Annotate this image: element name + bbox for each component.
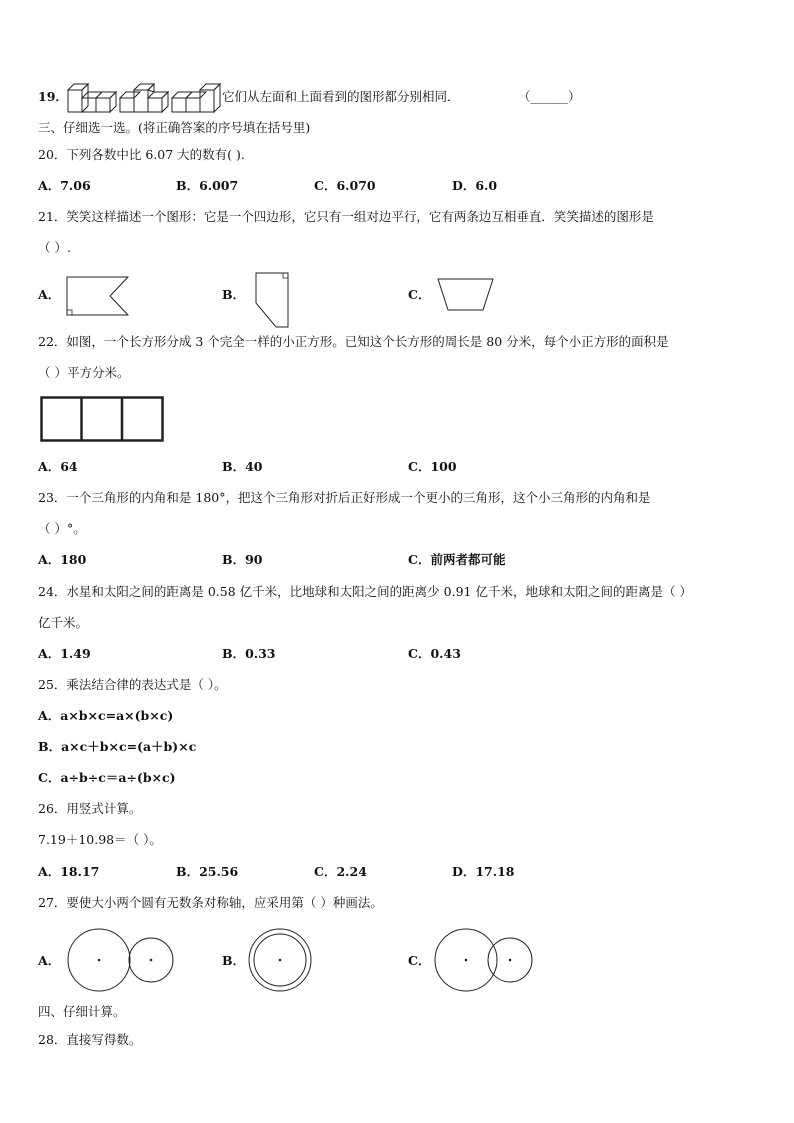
q26-stem-line1: 26．用竖式计算。 (38, 801, 142, 816)
q23-stem-line1: 23．一个三角形的内角和是 180°，把这个三角形对折后正好形成一个更小的三角形，这个小三角形的内角和是 (38, 490, 651, 505)
q21-option-a-label[interactable]: A． (38, 287, 61, 302)
q21-option-b-label[interactable]: B． (222, 287, 246, 302)
section-4-heading: 四、仔细计算。 (38, 1004, 126, 1019)
cube-figures-image (66, 78, 222, 114)
q20-option-d[interactable]: D．6.0 (452, 178, 498, 193)
q22-option-b[interactable]: B．40 (222, 459, 263, 474)
q27-option-b-label[interactable]: B． (222, 953, 246, 968)
q25-stem: 25．乘法结合律的表达式是（ ）。 (38, 677, 227, 692)
q24-stem-line1: 24．水星和太阳之间的距离是 0.58 亿千米，比地球和太阳之间的距离少 0.91 亿千米，地球和太阳之间的距离是（ ） (38, 584, 692, 599)
q21-option-c-label[interactable]: C． (408, 287, 431, 302)
q26-option-d[interactable]: D．17.18 (452, 864, 515, 879)
section-3-heading: 三、仔细选一选。(将正确答案的序号填在括号里) (38, 120, 311, 135)
q27-circles-a (66, 928, 178, 992)
q25-option-b[interactable]: B．a×c＋b×c=(a＋b)×c (38, 739, 197, 754)
q27-option-a-label[interactable]: A． (38, 953, 61, 968)
q26-option-c[interactable]: C．2.24 (314, 864, 367, 879)
q27-circles-b (248, 928, 312, 992)
q20-option-b[interactable]: B．6.007 (176, 178, 239, 193)
q20-option-c[interactable]: C．6.070 (314, 178, 376, 193)
q25-option-c[interactable]: C．a÷b÷c＝a÷(b×c) (38, 770, 176, 785)
q23-option-b[interactable]: B．90 (222, 552, 263, 567)
q19-number: 19． (38, 89, 68, 104)
q21-shape-c (437, 278, 495, 312)
q23-stem-line2: （ ）°。 (38, 521, 86, 536)
q27-option-c-label[interactable]: C． (408, 953, 431, 968)
q24-option-b[interactable]: B．0.33 (222, 646, 276, 661)
q26-option-b[interactable]: B．25.56 (176, 864, 239, 879)
q20-option-a[interactable]: A．7.06 (38, 178, 91, 193)
q27-stem: 27．要使大小两个圆有无数条对称轴，应采用第（ ）种画法。 (38, 895, 383, 910)
q27-circles-c (434, 928, 534, 992)
q24-stem-line2: 亿千米。 (38, 615, 89, 630)
q21-stem-line1: 21．笑笑这样描述一个图形：它是一个四边形，它只有一组对边平行，它有两条边互相垂直．笑笑描述的图形是 (38, 209, 654, 224)
q22-option-c[interactable]: C．100 (408, 459, 457, 474)
q22-stem-line1: 22．如图，一个长方形分成 3 个完全一样的小正方形。已知这个长方形的周长是 80 分米，每个小正方形的面积是 (38, 334, 669, 349)
q26-option-a[interactable]: A．18.17 (38, 864, 100, 879)
q19-answer-blank[interactable]: （______） (518, 89, 581, 104)
q24-option-a[interactable]: A．1.49 (38, 646, 91, 661)
q23-option-c[interactable]: C．前两者都可能 (408, 552, 506, 567)
q25-option-a[interactable]: A．a×b×c=a×(b×c) (38, 708, 174, 723)
q21-stem-line2: （ ）. (38, 240, 71, 255)
q20-stem: 20．下列各数中比 6.07 大的数有( ). (38, 147, 245, 162)
q21-shape-b (254, 271, 292, 329)
q22-three-squares-figure (40, 396, 164, 442)
q22-stem-line2: （ ）平方分米。 (38, 365, 130, 380)
q22-option-a[interactable]: A．64 (38, 459, 78, 474)
q24-option-c[interactable]: C．0.43 (408, 646, 461, 661)
q21-shape-a (66, 276, 130, 318)
q19-text: 它们从左面和上面看到的图形都分别相同． (222, 89, 460, 104)
q23-option-a[interactable]: A．180 (38, 552, 87, 567)
q26-stem-line2: 7.19＋10.98＝（ ）。 (38, 832, 162, 847)
q28-stem: 28．直接写得数。 (38, 1032, 142, 1047)
